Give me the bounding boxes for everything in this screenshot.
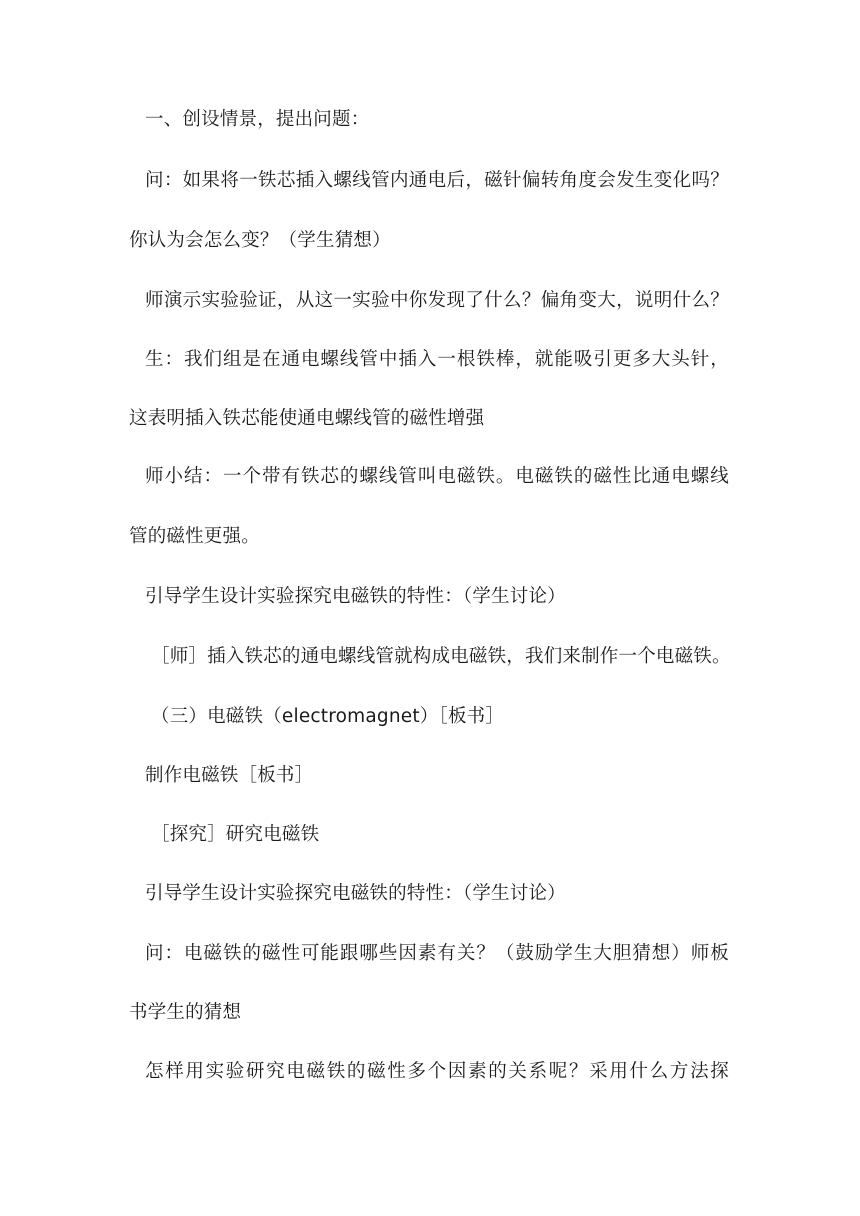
section-heading: 一、创设情景，提出问题： bbox=[145, 109, 370, 130]
paragraph-line: 你认为会怎么变？（学生猜想） bbox=[129, 230, 391, 251]
paragraph-line: 师小结：一个带有铁芯的螺线管叫电磁铁。电磁铁的磁性比通电螺线 bbox=[145, 466, 729, 487]
paragraph-line: 这表明插入铁芯能使通电螺线管的磁性增强 bbox=[129, 408, 485, 429]
paragraph-line: 书学生的猜想 bbox=[129, 1002, 242, 1023]
paragraph-line: 师演示实验验证，从这一实验中你发现了什么？偏角变大，说明什么？ bbox=[145, 290, 729, 311]
paragraph-line: ［师］插入铁芯的通电螺线管就构成电磁铁，我们来制作一个电磁铁。 bbox=[151, 646, 731, 667]
paragraph-line: 问：电磁铁的磁性可能跟哪些因素有关？（鼓励学生大胆猜想）师板 bbox=[145, 943, 729, 964]
paragraph-line: 管的磁性更强。 bbox=[129, 526, 260, 547]
paragraph-line: 引导学生设计实验探究电磁铁的特性：（学生讨论） bbox=[145, 883, 566, 904]
subsection-heading: （三）电磁铁（electromagnet）［板书］ bbox=[151, 706, 505, 727]
paragraph-line: 怎样用实验研究电磁铁的磁性多个因素的关系呢？采用什么方法探 bbox=[145, 1061, 729, 1082]
paragraph-line: 问：如果将一铁芯插入螺线管内通电后，磁针偏转角度会发生变化吗？ bbox=[145, 170, 729, 191]
paragraph-line: 生：我们组是在通电螺线管中插入一根铁棒，就能吸引更多大头针， bbox=[145, 349, 729, 370]
paragraph-line: 制作电磁铁［板书］ bbox=[145, 765, 314, 786]
paragraph-line: 引导学生设计实验探究电磁铁的特性：（学生讨论） bbox=[145, 586, 566, 607]
paragraph-line: ［探究］研究电磁铁 bbox=[151, 824, 320, 845]
